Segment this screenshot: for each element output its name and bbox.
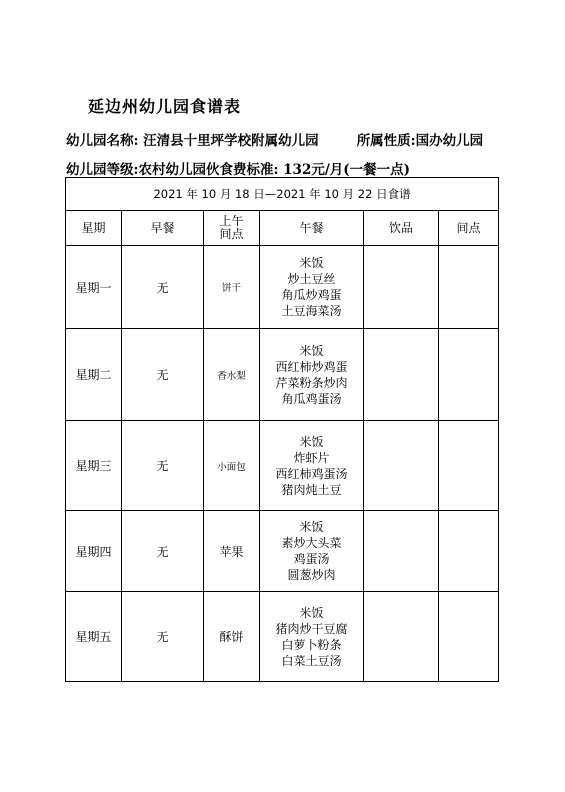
afternoon-snack-cell bbox=[439, 511, 499, 592]
afternoon-snack-cell bbox=[439, 592, 499, 682]
lunch-cell bbox=[260, 246, 364, 329]
lunch-item: 芹菜粉条炒肉 bbox=[275, 375, 348, 390]
lunch-item: 角瓜炒鸡蛋 bbox=[281, 288, 342, 302]
lunch-item: 米饭 bbox=[299, 605, 324, 620]
lunch-item: 鸡蛋汤 bbox=[293, 552, 330, 566]
breakfast-cell: 无 bbox=[122, 421, 204, 511]
table-row bbox=[66, 421, 499, 511]
lunch-item: 白萝卜粉条 bbox=[281, 637, 342, 652]
table-row bbox=[66, 329, 499, 421]
lunch-item: 西红柿炒鸡蛋 bbox=[275, 359, 348, 374]
lunch-item: 米饭 bbox=[299, 434, 324, 449]
header-morning-snack-line1: 上午 bbox=[219, 214, 244, 228]
breakfast-cell: 无 bbox=[122, 246, 204, 329]
lunch-item: 米饭 bbox=[299, 520, 324, 534]
lunch-item: 米饭 bbox=[299, 343, 324, 358]
lunch-item: 西红柿鸡蛋汤 bbox=[275, 466, 348, 481]
snack-cell: 饼干 bbox=[204, 246, 260, 329]
period-row bbox=[66, 178, 499, 211]
kindergarten-name: 幼儿园名称: 汪清县十里坪学校附属幼儿园 bbox=[66, 133, 319, 149]
page-title: 延边州幼儿园食谱表 bbox=[88, 97, 242, 116]
snack-cell: 香水梨 bbox=[204, 329, 260, 421]
drink-cell bbox=[364, 511, 439, 592]
header-day: 星期 bbox=[66, 211, 122, 246]
drink-cell bbox=[364, 329, 439, 421]
kindergarten-info-line bbox=[66, 129, 483, 149]
afternoon-snack-cell bbox=[439, 329, 499, 421]
header-breakfast: 早餐 bbox=[122, 211, 204, 246]
header-row bbox=[66, 211, 499, 246]
lunch-item: 炒土豆丝 bbox=[287, 272, 336, 286]
snack-cell: 酥饼 bbox=[204, 592, 260, 682]
lunch-item: 角瓜鸡蛋汤 bbox=[281, 391, 342, 406]
day-cell: 星期四 bbox=[66, 511, 122, 592]
kindergarten-nature: 所属性质:国办幼儿园 bbox=[356, 133, 484, 149]
day-cell: 星期一 bbox=[66, 246, 122, 329]
lunch-item: 炸虾片 bbox=[293, 450, 330, 465]
lunch-cell bbox=[260, 329, 364, 421]
day-cell: 星期二 bbox=[66, 329, 122, 421]
lunch-item: 素炒大头菜 bbox=[281, 536, 342, 550]
header-morning-snack-line2: 间点 bbox=[219, 227, 244, 241]
lunch-item: 土豆海菜汤 bbox=[281, 304, 342, 318]
header-afternoon-snack: 间点 bbox=[439, 211, 499, 246]
breakfast-cell: 无 bbox=[122, 592, 204, 682]
lunch-item: 米饭 bbox=[299, 256, 324, 270]
drink-cell bbox=[364, 421, 439, 511]
lunch-cell bbox=[260, 421, 364, 511]
breakfast-cell: 无 bbox=[122, 511, 204, 592]
breakfast-cell: 无 bbox=[122, 329, 204, 421]
lunch-cell bbox=[260, 592, 364, 682]
snack-cell: 苹果 bbox=[204, 511, 260, 592]
lunch-item: 猪肉炒干豆腐 bbox=[275, 621, 348, 636]
snack-cell: 小面包 bbox=[204, 421, 260, 511]
lunch-cell bbox=[260, 511, 364, 592]
lunch-item: 圆葱炒肉 bbox=[287, 568, 336, 582]
table-row bbox=[66, 511, 499, 592]
header-lunch: 午餐 bbox=[260, 211, 364, 246]
table-row bbox=[66, 592, 499, 682]
drink-cell bbox=[364, 592, 439, 682]
afternoon-snack-cell bbox=[439, 421, 499, 511]
day-cell: 星期三 bbox=[66, 421, 122, 511]
kindergarten-grade: 幼儿园等级:农村幼儿园伙食费标准: 132元/月(一餐一点) bbox=[66, 162, 411, 178]
day-cell: 星期五 bbox=[66, 592, 122, 682]
table-row bbox=[66, 246, 499, 329]
lunch-item: 白菜土豆汤 bbox=[281, 653, 342, 668]
menu-period: 2021 年 10 月 18 日—2021 年 10 月 22 日食谱 bbox=[66, 178, 499, 211]
afternoon-snack-cell bbox=[439, 246, 499, 329]
header-drink: 饮品 bbox=[364, 211, 439, 246]
lunch-item: 猪肉炖土豆 bbox=[281, 482, 342, 497]
menu-table bbox=[65, 177, 499, 682]
header-morning-snack bbox=[204, 211, 260, 246]
drink-cell bbox=[364, 246, 439, 329]
